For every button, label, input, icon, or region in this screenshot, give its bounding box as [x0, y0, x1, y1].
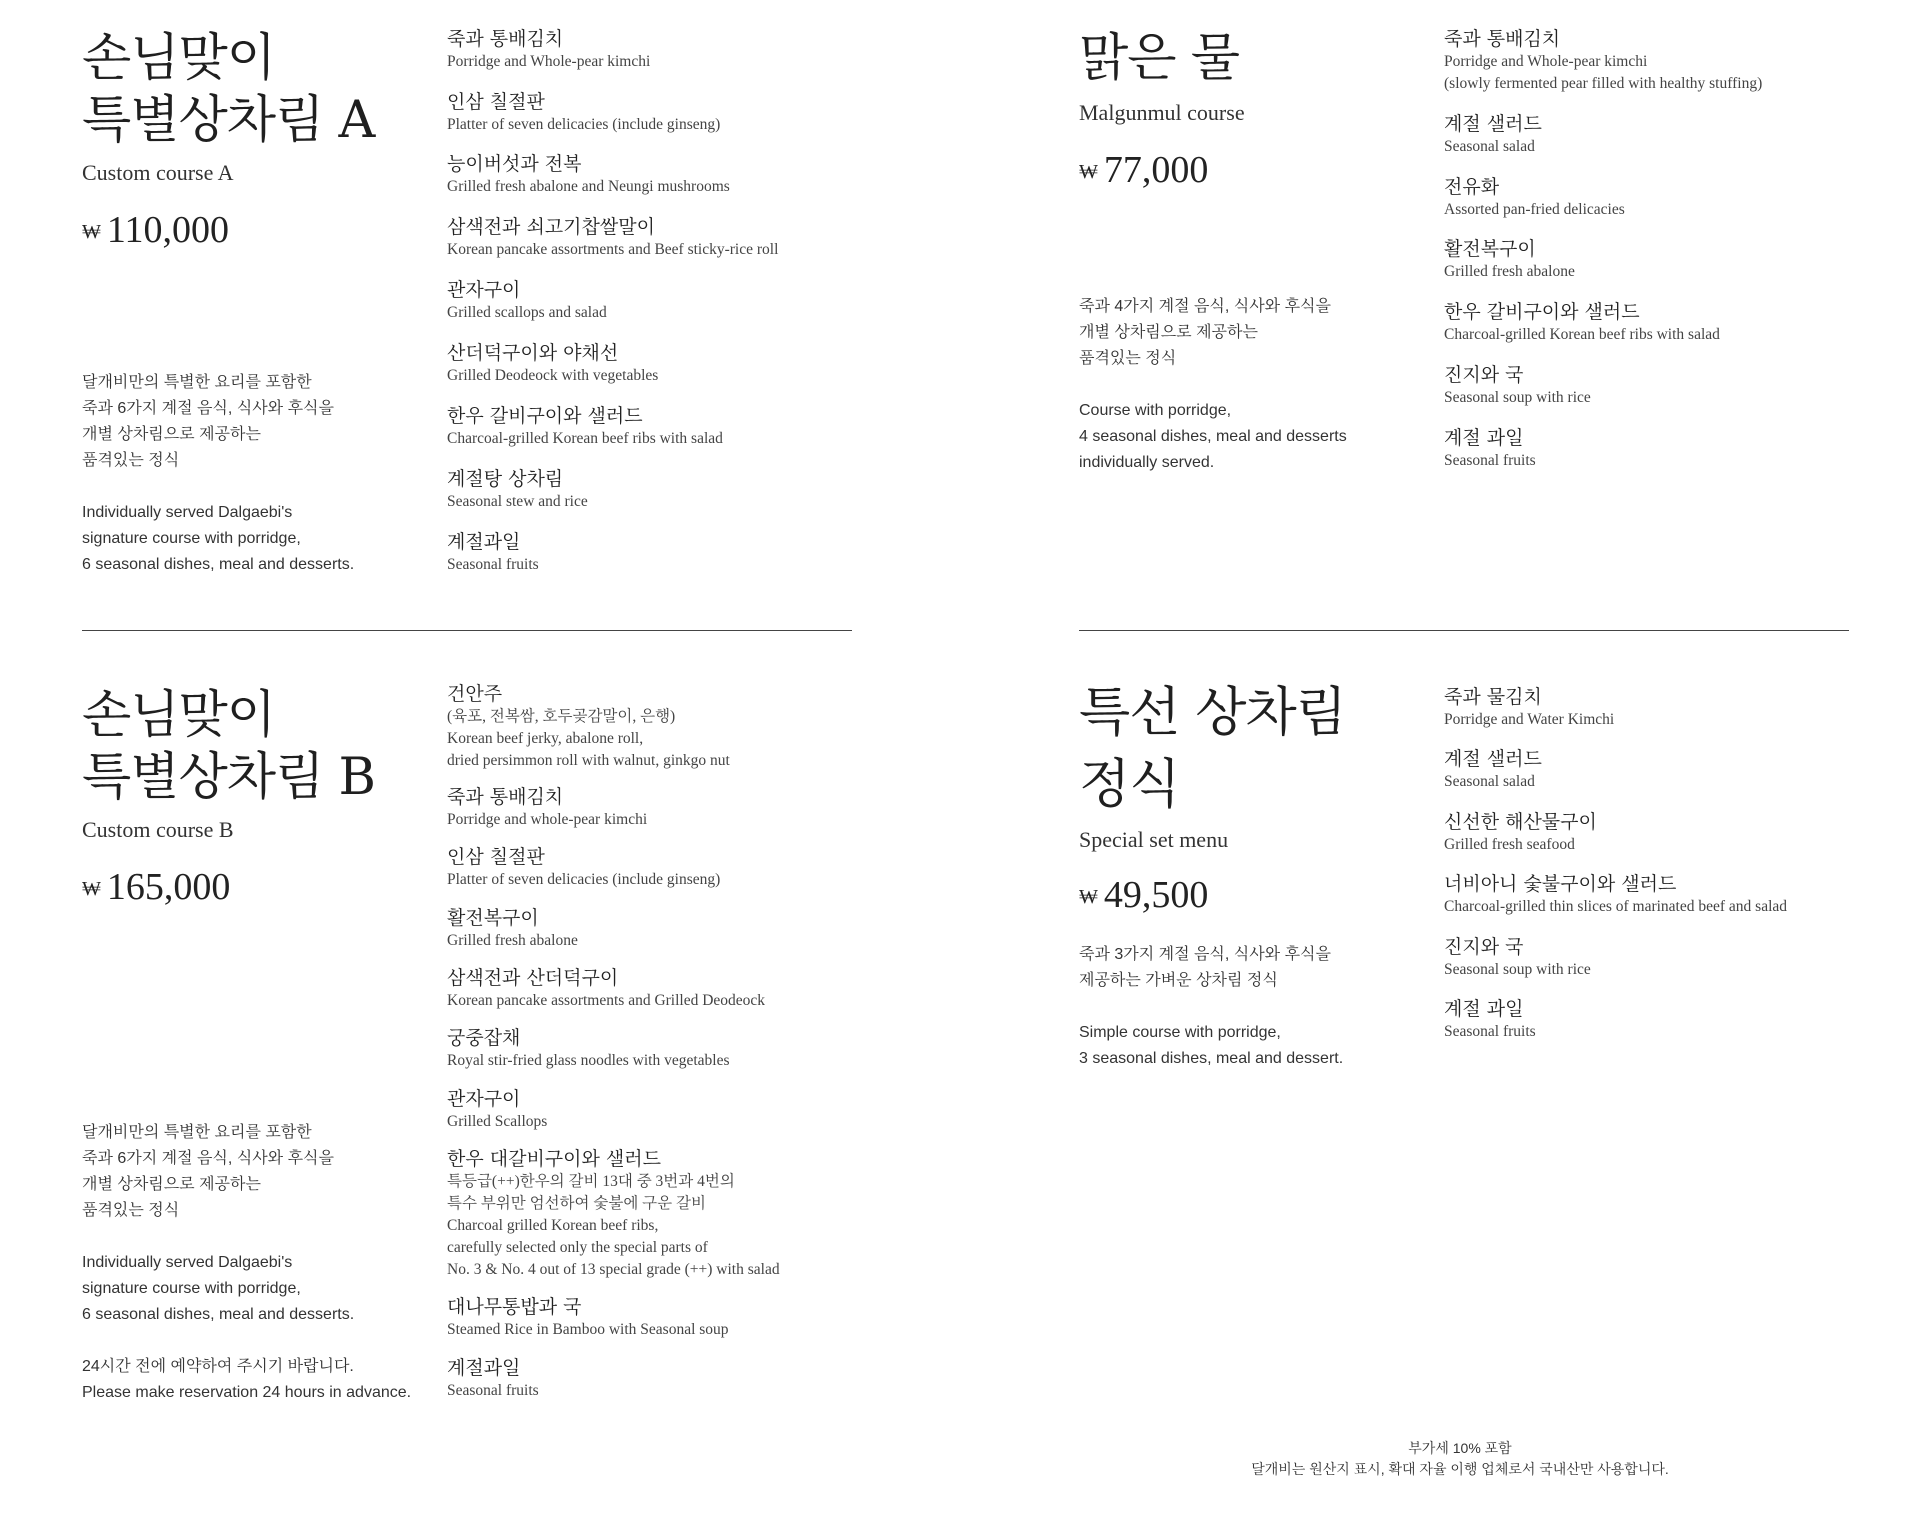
malgunmul-section — [1079, 0, 1849, 630]
menu-item: 건안주 (육포, 전복쌈, 호두곶감말이, 은행) Korean beef jerky, abalone roll, dried persimmon roll with walnut, ginkgo nut — [447, 683, 730, 769]
course-b-description — [82, 1120, 411, 1406]
menu-item: 진지와 국 Seasonal soup with rice — [1444, 364, 1591, 406]
reservation-note: 24시간 전에 예약하여 주시기 바랍니다. Please make reservation 24 hours in advance. — [82, 1358, 412, 1401]
description-english: Course with porridge, 4 seasonal dishes, meal and desserts individually served. — [1079, 402, 1347, 471]
menu-item: 대나무통밥과 국 Steamed Rice in Bamboo with Seasonal soup — [447, 1296, 729, 1338]
currency-symbol: ₩ — [1079, 886, 1098, 908]
menu-item: 관자구이 Grilled Scallops — [447, 1088, 548, 1130]
menu-item: 죽과 통배김치 Porridge and Whole-pear kimchi — [447, 28, 651, 70]
currency-symbol: ₩ — [82, 221, 101, 243]
course-a-price — [82, 208, 229, 252]
malgunmul-subtitle: Malgunmul course — [1079, 100, 1245, 125]
menu-item: 계절탕 상차림 Seasonal stew and rice — [447, 468, 588, 510]
description-korean: 죽과 3가지 계절 음식, 식사와 후식을 제공하는 가벼운 상차림 정식 — [1079, 946, 1331, 989]
price-value: 49,500 — [1103, 874, 1209, 916]
description-korean: 달개비만의 특별한 요리를 포함한 죽과 6가지 계절 음식, 식사와 후식을 개별 상차림으로 제공하는 품격있는 정식 — [82, 1124, 334, 1219]
menu-item: 한우 갈비구이와 샐러드 Charcoal-grilled Korean beef ribs with salad — [1444, 301, 1720, 343]
special-set-description — [1079, 942, 1343, 1072]
menu-item: 계절 과일 Seasonal fruits — [1444, 427, 1536, 469]
malgunmul-description — [1079, 294, 1347, 476]
course-a-section — [82, 0, 852, 630]
menu-item: 계절 샐러드 Seasonal salad — [1444, 113, 1542, 155]
menu-item: 너비아니 숯불구이와 샐러드 Charcoal-grilled thin slices of marinated beef and salad — [1444, 873, 1788, 915]
special-set-header — [1079, 655, 1439, 1445]
menu-item: 계절 과일 Seasonal fruits — [1444, 998, 1536, 1040]
menu-item: 죽과 통배김치 Porridge and whole-pear kimchi — [447, 786, 648, 828]
price-value: 165,000 — [106, 866, 231, 908]
menu-item: 한우 갈비구이와 샐러드 Charcoal-grilled Korean beef ribs with salad — [447, 405, 723, 447]
malgunmul-price — [1079, 148, 1208, 192]
menu-item: 관자구이 Grilled scallops and salad — [447, 279, 607, 321]
menu-item: 궁중잡채 Royal stir-fried glass noodles with vegetables — [447, 1027, 730, 1069]
course-b-section — [82, 655, 852, 1445]
menu-item: 삼색전과 쇠고기찹쌀말이 Korean pancake assortments and Beef sticky-rice roll — [447, 216, 779, 258]
menu-item: 산더덕구이와 야채선 Grilled Deodeock with vegetables — [447, 342, 659, 384]
menu-item: 능이버섯과 전복 Grilled fresh abalone and Neungi mushrooms — [447, 153, 730, 195]
menu-item: 삼색전과 산더덕구이 Korean pancake assortments and Grilled Deodeock — [447, 967, 766, 1009]
course-a-title: 손님맞이 특별상차림 A — [82, 29, 375, 150]
menu-item: 인삼 칠절판 Platter of seven delicacies (include ginseng) — [447, 846, 721, 888]
description-korean: 죽과 4가지 계절 음식, 식사와 후식을 개별 상차림으로 제공하는 품격있는 정식 — [1079, 298, 1331, 367]
course-b-price — [82, 865, 230, 909]
malgunmul-header — [1079, 0, 1439, 630]
description-english: Individually served Dalgaebi's signature course with porridge, 6 seasonal dishes, meal and desserts. — [82, 1254, 355, 1323]
section-divider — [1079, 630, 1849, 631]
course-a-header — [82, 0, 442, 630]
course-a-subtitle: Custom course A — [82, 160, 234, 185]
description-english: Individually served Dalgaebi's signature course with porridge, 6 seasonal dishes, meal and desserts. — [82, 504, 355, 573]
menu-item: 한우 대갈비구이와 샐러드 특등급(++)한우의 갈비 13대 중 3번과 4번의 특수 부위만 엄선하여 숯불에 구운 갈비 Charcoal grilled Korean beef ribs, carefully selected only the special parts of No. 3 & No. 4 out of 13 special grade (++) with salad — [447, 1148, 780, 1278]
currency-symbol: ₩ — [82, 878, 101, 900]
menu-item: 활전복구이 Grilled fresh abalone — [447, 907, 578, 949]
menu-item: 인삼 칠절판 Platter of seven delicacies (include ginseng) — [447, 91, 721, 133]
special-set-title: 특선 상차림 정식 — [1079, 682, 1346, 815]
section-divider — [82, 630, 852, 631]
course-b-subtitle: Custom course B — [82, 817, 234, 842]
special-set-section — [1079, 655, 1849, 1445]
menu-item: 진지와 국 Seasonal soup with rice — [1444, 936, 1591, 978]
menu-item: 계절 샐러드 Seasonal salad — [1444, 748, 1542, 790]
menu-item: 죽과 통배김치 Porridge and Whole-pear kimchi (slowly fermented pear filled with healthy stuffing) — [1444, 28, 1763, 92]
menu-item: 죽과 물김치 Porridge and Water Kimchi — [1444, 686, 1615, 728]
malgunmul-title: 맑은 물 — [1079, 29, 1240, 88]
price-value: 110,000 — [106, 209, 229, 251]
special-set-subtitle: Special set menu — [1079, 827, 1229, 852]
menu-item: 계절과일 Seasonal fruits — [447, 531, 539, 573]
currency-symbol: ₩ — [1079, 161, 1098, 183]
menu-item: 신선한 해산물구이 Grilled fresh seafood — [1444, 811, 1597, 853]
description-english: Simple course with porridge, 3 seasonal dishes, meal and dessert. — [1079, 1024, 1344, 1067]
course-b-title: 손님맞이 특별상차림 B — [82, 686, 376, 807]
menu-item: 전유화 Assorted pan-fried delicacies — [1444, 176, 1625, 218]
description-korean: 달개비만의 특별한 요리를 포함한 죽과 6가지 계절 음식, 식사와 후식을 개별 상차림으로 제공하는 품격있는 정식 — [82, 374, 334, 469]
course-a-description — [82, 370, 354, 578]
course-b-header — [82, 655, 442, 1445]
menu-item: 활전복구이 Grilled fresh abalone — [1444, 238, 1575, 280]
footer-notice — [1160, 1438, 1760, 1480]
special-set-price — [1079, 873, 1208, 917]
price-value: 77,000 — [1103, 149, 1209, 191]
menu-item: 계절과일 Seasonal fruits — [447, 1357, 539, 1399]
origin-note: 달개비는 원산지 표시, 확대 자율 이행 업체로서 국내산만 사용합니다. — [1251, 1461, 1669, 1477]
vat-note: 부가세 10% 포함 — [1408, 1440, 1512, 1456]
